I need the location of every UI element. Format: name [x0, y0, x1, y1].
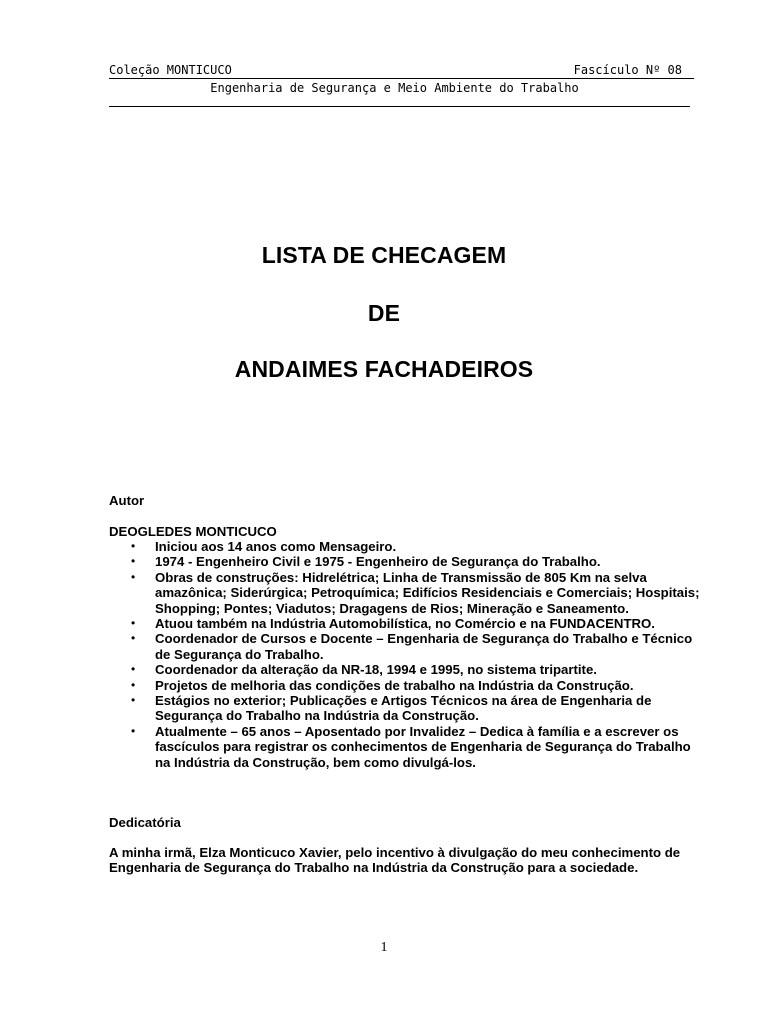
bullet-icon: • — [131, 631, 136, 646]
author-heading: Autor — [109, 493, 145, 508]
title-line-2: DE — [367, 300, 401, 326]
bullet-icon: • — [131, 677, 136, 692]
bullet-icon: • — [131, 662, 136, 677]
bullet-icon: • — [131, 616, 136, 631]
list-item: • Coordenador de Cursos e Docente – Engenharia de Segurança do Trabalho e Técnico de Segurança do Trabalho. — [131, 631, 693, 662]
dedication-text: A minha irmã, Elza Monticuco Xavier, pelo incentivo à divulgação do meu conhecimento de Engenharia de Segurança do Trabalho na Indústria da Construção para a sociedade. — [109, 845, 681, 876]
bullet-icon: • — [131, 693, 136, 708]
list-item: • Projetos de melhoria das condições de trabalho na Indústria da Construção. — [131, 677, 634, 693]
list-item: • Iniciou aos 14 anos como Mensageiro. — [131, 539, 397, 554]
author-bio-list — [109, 539, 709, 770]
bullet-icon: • — [131, 723, 136, 738]
bullet-icon: • — [131, 554, 136, 569]
dedication-heading: Dedicatória — [109, 815, 181, 830]
page-number: 1 — [380, 940, 388, 955]
header-divider — [109, 106, 690, 107]
list-item: • Obras de construções: Hidrelétrica; Linha de Transmissão de 805 Km na selva amazônica; Siderúrgica; Petroquímica; Edifícios Residenciais e Comerciais; Hospitais; Shopping; Pontes; Viadutos; Dragagens de Rios; Mineração e Saneamento. — [131, 569, 700, 616]
list-item: • Atuou também na Indústria Automobilística, no Comércio e na FUNDACENTRO. — [131, 616, 655, 632]
author-name: DEOGLEDES MONTICUCO — [109, 524, 277, 539]
header-subtitle: Engenharia de Segurança e Meio Ambiente do Trabalho — [210, 81, 579, 95]
bullet-icon: • — [131, 569, 136, 584]
bullet-icon: • — [131, 539, 136, 553]
list-item: • Estágios no exterior; Publicações e Artigos Técnicos na área de Engenharia de Segurança do Trabalho na Indústria da Construção. — [131, 693, 652, 724]
list-item: • 1974 - Engenheiro Civil e 1975 - Engenheiro de Segurança do Trabalho. — [131, 554, 601, 570]
fascicle-number: Fascículo Nº 08 — [573, 63, 682, 77]
list-item: • Coordenador da alteração da NR-18, 1994 e 1995, no sistema tripartite. — [131, 662, 597, 678]
title-line-3: ANDAIMES FACHADEIROS — [234, 356, 534, 382]
running-header — [109, 63, 694, 79]
list-item: • Atualmente – 65 anos – Aposentado por Invalidez – Dedica à família e a escrever os fascículos para registrar os conhecimentos de Engenharia de Segurança do Trabalho na Indústria da Construção, bem como divulgá-los. — [131, 723, 691, 770]
title-line-1: LISTA DE CHECAGEM — [261, 242, 507, 268]
collection-name: Coleção MONTICUCO — [109, 63, 232, 77]
